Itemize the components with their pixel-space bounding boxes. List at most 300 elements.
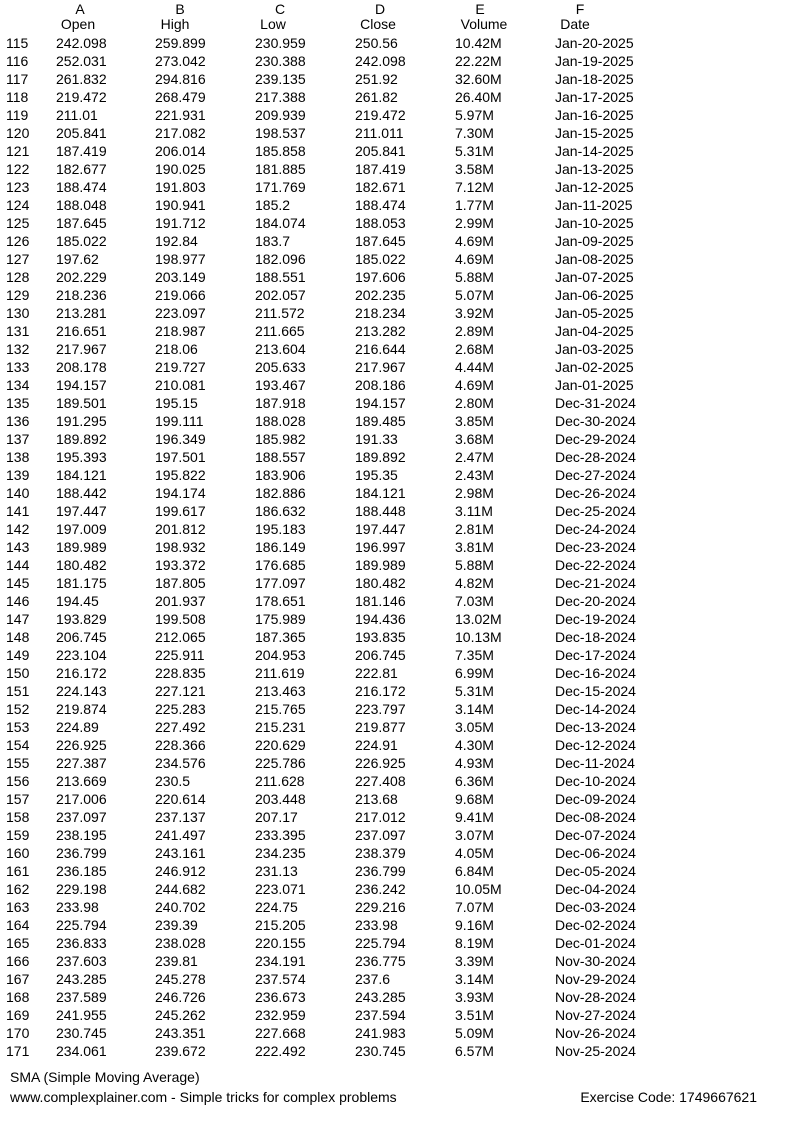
low-cell: 220.155	[255, 935, 306, 951]
open-cell: 184.121	[56, 467, 107, 483]
row-index: 127	[6, 251, 30, 267]
row-index: 146	[6, 593, 30, 609]
close-cell: 227.408	[355, 773, 406, 789]
close-cell: 211.011	[355, 125, 404, 141]
date-cell: Jan-01-2025	[555, 377, 634, 393]
open-cell: 181.175	[56, 575, 107, 591]
open-cell: 189.501	[56, 395, 107, 411]
table-row	[0, 844, 794, 862]
low-cell: 176.685	[255, 557, 306, 573]
open-cell: 194.157	[56, 377, 107, 393]
high-cell: 243.161	[155, 845, 206, 861]
table-row	[0, 898, 794, 916]
low-cell: 211.619	[255, 665, 305, 681]
high-cell: 268.479	[155, 89, 206, 105]
row-index: 167	[6, 971, 30, 987]
column-letter-a: A	[75, 1, 85, 17]
close-cell: 188.448	[355, 503, 406, 519]
open-cell: 233.98	[56, 899, 99, 915]
row-index: 158	[6, 809, 30, 825]
date-cell: Nov-26-2024	[555, 1025, 636, 1041]
row-index: 128	[6, 269, 30, 285]
row-index: 154	[6, 737, 30, 753]
low-cell: 188.551	[255, 269, 306, 285]
high-cell: 206.014	[155, 143, 206, 159]
date-cell: Dec-16-2024	[555, 665, 636, 681]
high-cell: 198.932	[155, 539, 206, 555]
table-row	[0, 34, 794, 52]
volume-cell: 6.84M	[455, 863, 494, 879]
volume-cell: 7.12M	[455, 179, 494, 195]
date-cell: Nov-29-2024	[555, 971, 636, 987]
open-cell: 229.198	[56, 881, 107, 897]
table-row	[0, 1006, 794, 1024]
low-cell: 207.17	[255, 809, 298, 825]
high-cell: 239.672	[155, 1043, 206, 1059]
close-cell: 181.146	[355, 593, 406, 609]
row-index: 141	[6, 503, 30, 519]
date-cell: Dec-26-2024	[555, 485, 636, 501]
table-row	[0, 484, 794, 502]
low-cell: 195.183	[255, 521, 306, 537]
open-cell: 217.006	[56, 791, 107, 807]
volume-cell: 3.07M	[455, 827, 494, 843]
volume-cell: 5.31M	[455, 683, 494, 699]
low-cell: 215.205	[255, 917, 306, 933]
row-index: 125	[6, 215, 30, 231]
volume-cell: 9.16M	[455, 917, 494, 933]
open-cell: 238.195	[56, 827, 107, 843]
open-cell: 234.061	[56, 1043, 107, 1059]
low-cell: 178.651	[255, 593, 306, 609]
open-cell: 236.833	[56, 935, 107, 951]
table-row	[0, 340, 794, 358]
date-cell: Dec-30-2024	[555, 413, 636, 429]
low-cell: 181.885	[255, 161, 306, 177]
low-cell: 223.071	[255, 881, 306, 897]
date-cell: Dec-07-2024	[555, 827, 636, 843]
volume-cell: 5.88M	[455, 269, 494, 285]
volume-cell: 3.14M	[455, 971, 494, 987]
high-cell: 198.977	[155, 251, 206, 267]
table-row	[0, 250, 794, 268]
close-cell: 189.485	[355, 413, 406, 429]
table-row	[0, 286, 794, 304]
table-row	[0, 466, 794, 484]
table-row	[0, 718, 794, 736]
row-index: 169	[6, 1007, 30, 1023]
table-row	[0, 826, 794, 844]
table-row	[0, 808, 794, 826]
high-cell: 212.065	[155, 629, 206, 645]
row-index: 122	[6, 161, 30, 177]
volume-cell: 3.58M	[455, 161, 494, 177]
date-cell: Dec-03-2024	[555, 899, 636, 915]
row-index: 124	[6, 197, 30, 213]
column-letters-header	[0, 2, 794, 17]
date-cell: Dec-23-2024	[555, 539, 636, 555]
table-row	[0, 664, 794, 682]
date-cell: Dec-13-2024	[555, 719, 636, 735]
open-cell: 219.874	[56, 701, 107, 717]
open-cell: 188.442	[56, 485, 107, 501]
low-cell: 211.628	[255, 773, 305, 789]
high-cell: 240.702	[155, 899, 206, 915]
high-cell: 203.149	[155, 269, 206, 285]
date-cell: Dec-08-2024	[555, 809, 636, 825]
site-link[interactable]: www.complexplainer.com - Simple tricks for complex problems	[10, 1089, 397, 1105]
close-cell: 213.282	[355, 323, 406, 339]
open-cell: 208.178	[56, 359, 107, 375]
high-cell: 194.174	[155, 485, 206, 501]
volume-cell: 2.98M	[455, 485, 494, 501]
open-cell: 237.603	[56, 953, 107, 969]
open-cell: 197.62	[56, 251, 99, 267]
low-cell: 233.395	[255, 827, 306, 843]
close-cell: 180.482	[355, 575, 406, 591]
high-cell: 244.682	[155, 881, 206, 897]
low-cell: 237.574	[255, 971, 306, 987]
table-row	[0, 862, 794, 880]
column-name-open: Open	[60, 16, 96, 32]
volume-cell: 4.93M	[455, 755, 494, 771]
date-cell: Dec-29-2024	[555, 431, 636, 447]
volume-cell: 5.09M	[455, 1025, 494, 1041]
low-cell: 231.13	[255, 863, 298, 879]
date-cell: Nov-27-2024	[555, 1007, 636, 1023]
high-cell: 190.025	[155, 161, 206, 177]
low-cell: 177.097	[255, 575, 306, 591]
row-index: 140	[6, 485, 30, 501]
open-cell: 242.098	[56, 35, 107, 51]
volume-cell: 2.81M	[455, 521, 494, 537]
open-cell: 216.172	[56, 665, 107, 681]
open-cell: 236.799	[56, 845, 107, 861]
table-row	[0, 700, 794, 718]
table-row	[0, 304, 794, 322]
close-cell: 237.097	[355, 827, 406, 843]
close-cell: 229.216	[355, 899, 406, 915]
high-cell: 201.937	[155, 593, 206, 609]
open-cell: 224.143	[56, 683, 107, 699]
row-index: 117	[6, 71, 29, 87]
row-index: 139	[6, 467, 30, 483]
table-row	[0, 52, 794, 70]
table-row	[0, 754, 794, 772]
open-cell: 188.048	[56, 197, 107, 213]
table-row	[0, 376, 794, 394]
low-cell: 204.953	[255, 647, 306, 663]
row-index: 126	[6, 233, 30, 249]
low-cell: 198.537	[255, 125, 306, 141]
high-cell: 219.727	[155, 359, 206, 375]
open-cell: 197.447	[56, 503, 107, 519]
low-cell: 187.365	[255, 629, 306, 645]
close-cell: 195.35	[355, 467, 398, 483]
table-row	[0, 610, 794, 628]
close-cell: 197.447	[355, 521, 406, 537]
open-cell: 194.45	[56, 593, 99, 609]
column-letter-d: D	[374, 1, 386, 17]
table-row	[0, 682, 794, 700]
open-cell: 193.829	[56, 611, 107, 627]
low-cell: 230.388	[255, 53, 306, 69]
date-cell: Jan-04-2025	[555, 323, 634, 339]
table-row	[0, 772, 794, 790]
volume-cell: 6.99M	[455, 665, 494, 681]
date-cell: Dec-04-2024	[555, 881, 636, 897]
row-index: 171	[6, 1043, 30, 1059]
table-row	[0, 1042, 794, 1060]
close-cell: 187.645	[355, 233, 406, 249]
high-cell: 239.81	[155, 953, 198, 969]
low-cell: 213.463	[255, 683, 306, 699]
high-cell: 246.912	[155, 863, 206, 879]
volume-cell: 4.44M	[455, 359, 494, 375]
close-cell: 223.797	[355, 701, 406, 717]
high-cell: 197.501	[155, 449, 206, 465]
high-cell: 220.614	[155, 791, 206, 807]
open-cell: 223.104	[56, 647, 107, 663]
row-index: 143	[6, 539, 30, 555]
open-cell: 180.482	[56, 557, 107, 573]
date-cell: Jan-13-2025	[555, 161, 634, 177]
close-cell: 218.234	[355, 305, 406, 321]
high-cell: 193.372	[155, 557, 206, 573]
volume-cell: 2.68M	[455, 341, 494, 357]
high-cell: 192.84	[155, 233, 198, 249]
column-name-date: Date	[560, 16, 590, 32]
volume-cell: 26.40M	[455, 89, 502, 105]
low-cell: 188.028	[255, 413, 306, 429]
topic-label: SMA (Simple Moving Average)	[10, 1069, 200, 1085]
volume-cell: 10.13M	[455, 629, 502, 645]
low-cell: 239.135	[255, 71, 306, 87]
close-cell: 202.235	[355, 287, 406, 303]
high-cell: 191.803	[155, 179, 206, 195]
row-index: 149	[6, 647, 30, 663]
open-cell: 189.989	[56, 539, 107, 555]
low-cell: 209.939	[255, 107, 306, 123]
volume-cell: 2.80M	[455, 395, 494, 411]
high-cell: 210.081	[155, 377, 206, 393]
row-index: 165	[6, 935, 30, 951]
volume-cell: 2.43M	[455, 467, 494, 483]
open-cell: 202.229	[56, 269, 107, 285]
date-cell: Jan-18-2025	[555, 71, 634, 87]
row-index: 130	[6, 305, 30, 321]
low-cell: 202.057	[255, 287, 306, 303]
open-cell: 189.892	[56, 431, 107, 447]
high-cell: 223.097	[155, 305, 206, 321]
spreadsheet	[0, 2, 794, 1060]
high-cell: 217.082	[155, 125, 206, 141]
high-cell: 234.576	[155, 755, 206, 771]
column-name-high: High	[160, 16, 190, 32]
row-index: 162	[6, 881, 30, 897]
row-index: 116	[6, 53, 29, 69]
open-cell: 205.841	[56, 125, 107, 141]
high-cell: 230.5	[155, 773, 191, 789]
volume-cell: 2.47M	[455, 449, 494, 465]
high-cell: 199.111	[155, 413, 204, 429]
row-index: 153	[6, 719, 30, 735]
row-index: 135	[6, 395, 30, 411]
table-row	[0, 232, 794, 250]
low-cell: 222.492	[255, 1043, 306, 1059]
date-cell: Nov-30-2024	[555, 953, 636, 969]
row-index: 118	[6, 89, 29, 105]
close-cell: 184.121	[355, 485, 406, 501]
high-cell: 218.06	[155, 341, 198, 357]
row-index: 159	[6, 827, 30, 843]
high-cell: 228.835	[155, 665, 206, 681]
open-cell: 182.677	[56, 161, 107, 177]
close-cell: 196.997	[355, 539, 406, 555]
exercise-code: Exercise Code: 1749667621	[580, 1089, 757, 1105]
high-cell: 196.349	[155, 431, 206, 447]
volume-cell: 3.14M	[455, 701, 494, 717]
date-cell: Dec-24-2024	[555, 521, 636, 537]
high-cell: 294.816	[155, 71, 206, 87]
table-row	[0, 88, 794, 106]
low-cell: 205.633	[255, 359, 306, 375]
row-index: 142	[6, 521, 30, 537]
date-cell: Dec-20-2024	[555, 593, 636, 609]
volume-cell: 2.89M	[455, 323, 494, 339]
date-cell: Jan-15-2025	[555, 125, 634, 141]
low-cell: 234.191	[255, 953, 306, 969]
row-index: 161	[6, 863, 30, 879]
date-cell: Nov-25-2024	[555, 1043, 636, 1059]
volume-cell: 32.60M	[455, 71, 502, 87]
row-index: 119	[6, 107, 29, 123]
date-cell: Jan-05-2025	[555, 305, 634, 321]
open-cell: 217.967	[56, 341, 107, 357]
date-cell: Jan-19-2025	[555, 53, 634, 69]
volume-cell: 4.69M	[455, 233, 494, 249]
table-row	[0, 70, 794, 88]
volume-cell: 7.07M	[455, 899, 494, 915]
volume-cell: 5.07M	[455, 287, 494, 303]
row-index: 152	[6, 701, 30, 717]
table-row	[0, 916, 794, 934]
date-cell: Dec-15-2024	[555, 683, 636, 699]
open-cell: 213.669	[56, 773, 107, 789]
high-cell: 199.617	[155, 503, 206, 519]
high-cell: 201.812	[155, 521, 206, 537]
high-cell: 225.283	[155, 701, 206, 717]
low-cell: 236.673	[255, 989, 306, 1005]
date-cell: Jan-07-2025	[555, 269, 634, 285]
open-cell: 211.01	[56, 107, 98, 123]
volume-cell: 3.81M	[455, 539, 494, 555]
high-cell: 219.066	[155, 287, 206, 303]
row-index: 150	[6, 665, 30, 681]
row-index: 168	[6, 989, 30, 1005]
date-cell: Dec-17-2024	[555, 647, 636, 663]
row-index: 147	[6, 611, 30, 627]
high-cell: 237.137	[155, 809, 206, 825]
date-cell: Jan-12-2025	[555, 179, 634, 195]
table-row	[0, 520, 794, 538]
high-cell: 243.351	[155, 1025, 206, 1041]
date-cell: Dec-19-2024	[555, 611, 636, 627]
row-index: 138	[6, 449, 30, 465]
close-cell: 182.671	[355, 179, 406, 195]
volume-cell: 3.92M	[455, 305, 494, 321]
row-index: 120	[6, 125, 30, 141]
volume-cell: 4.82M	[455, 575, 494, 591]
table-row	[0, 124, 794, 142]
volume-cell: 5.88M	[455, 557, 494, 573]
open-cell: 195.393	[56, 449, 107, 465]
open-cell: 218.236	[56, 287, 107, 303]
close-cell: 236.242	[355, 881, 406, 897]
table-row	[0, 880, 794, 898]
date-cell: Jan-10-2025	[555, 215, 634, 231]
table-row	[0, 322, 794, 340]
row-index: 155	[6, 755, 30, 771]
volume-cell: 1.77M	[455, 197, 494, 213]
row-index: 144	[6, 557, 30, 573]
date-cell: Dec-02-2024	[555, 917, 636, 933]
row-index: 166	[6, 953, 30, 969]
low-cell: 185.982	[255, 431, 306, 447]
volume-cell: 3.93M	[455, 989, 494, 1005]
close-cell: 188.053	[355, 215, 406, 231]
close-cell: 213.68	[355, 791, 398, 807]
volume-cell: 8.19M	[455, 935, 494, 951]
row-index: 137	[6, 431, 30, 447]
low-cell: 211.665	[255, 323, 305, 339]
open-cell: 261.832	[56, 71, 107, 87]
open-cell: 237.097	[56, 809, 107, 825]
close-cell: 206.745	[355, 647, 406, 663]
date-cell: Dec-01-2024	[555, 935, 636, 951]
row-index: 121	[6, 143, 30, 159]
high-cell: 241.497	[155, 827, 206, 843]
close-cell: 208.186	[355, 377, 406, 393]
row-index: 156	[6, 773, 30, 789]
close-cell: 189.989	[355, 557, 406, 573]
date-cell: Jan-02-2025	[555, 359, 634, 375]
close-cell: 193.835	[355, 629, 406, 645]
open-cell: 187.419	[56, 143, 107, 159]
date-cell: Dec-10-2024	[555, 773, 636, 789]
table-row	[0, 502, 794, 520]
row-index: 148	[6, 629, 30, 645]
open-cell: 219.472	[56, 89, 107, 105]
row-index: 157	[6, 791, 30, 807]
low-cell: 224.75	[255, 899, 298, 915]
volume-cell: 3.39M	[455, 953, 494, 969]
open-cell: 197.009	[56, 521, 107, 537]
date-cell: Jan-20-2025	[555, 35, 634, 51]
column-letter-f: F	[575, 1, 585, 17]
close-cell: 251.92	[355, 71, 398, 87]
date-cell: Dec-31-2024	[555, 395, 636, 411]
table-row	[0, 952, 794, 970]
close-cell: 238.379	[355, 845, 406, 861]
volume-cell: 4.69M	[455, 251, 494, 267]
close-cell: 222.81	[355, 665, 398, 681]
date-cell: Jan-03-2025	[555, 341, 634, 357]
close-cell: 185.022	[355, 251, 406, 267]
volume-cell: 3.85M	[455, 413, 494, 429]
volume-cell: 13.02M	[455, 611, 502, 627]
close-cell: 219.472	[355, 107, 406, 123]
